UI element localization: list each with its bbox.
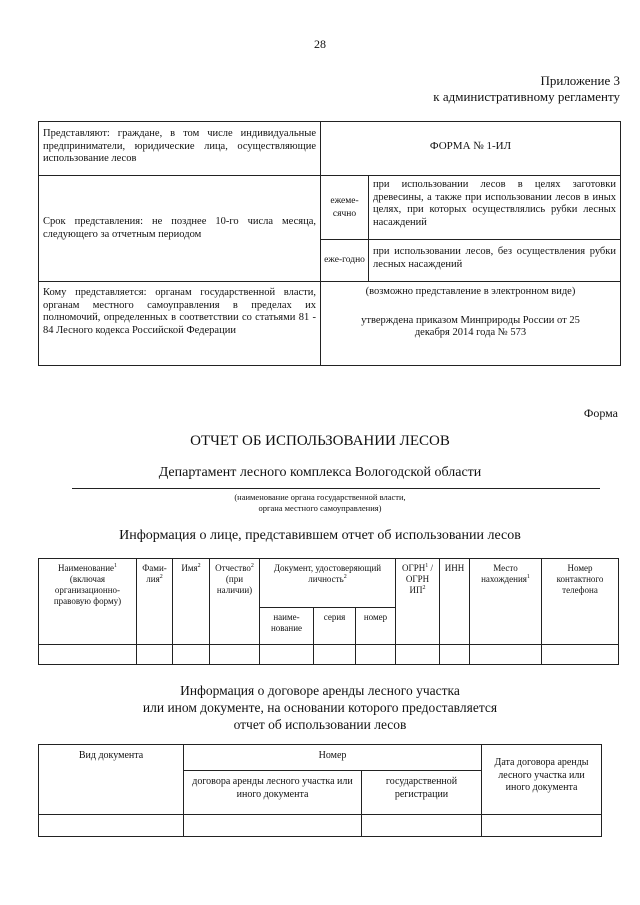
- sub-doc-number-label: номер: [363, 612, 388, 622]
- sub-doc-name-label: наиме-нование: [270, 612, 303, 633]
- col-ogrn-footnote: 1: [425, 563, 429, 569]
- sub-contract-label: договора аренды лесного участка или иного документа: [192, 776, 353, 800]
- table-cell[interactable]: [396, 645, 440, 665]
- monthly-label: ежеме-сячно: [330, 196, 359, 219]
- recipient-cell: [39, 282, 321, 366]
- col-document-footnote: 2: [343, 574, 347, 580]
- col-name-note: (включая организационно-правовую форму): [53, 574, 122, 606]
- col-firstname-footnote: 2: [197, 563, 201, 569]
- col-date-label: Дата договора аренды лесного участка или иного документа: [494, 757, 589, 793]
- monthly-desc-cell: [369, 176, 621, 240]
- table-row: [39, 815, 602, 837]
- col-phone-label: Номер контактного телефона: [556, 563, 604, 595]
- contract-title-line3: отчет об использовании лесов: [233, 717, 407, 732]
- table-cell[interactable]: [210, 645, 260, 665]
- col-location-label: Место нахождения: [481, 563, 527, 584]
- sub-doc-series-label: серия: [323, 612, 346, 622]
- col-patronymic-label: Отчество: [215, 563, 251, 573]
- col-inn-label: ИНН: [444, 563, 465, 573]
- col-surname-header: [137, 559, 173, 645]
- col-document-header: [260, 559, 396, 608]
- col-surname-label: Фами-лия: [142, 563, 167, 584]
- col-patronymic-footnote: 2: [250, 563, 254, 569]
- table-cell[interactable]: [470, 645, 542, 665]
- yearly-label-cell: [321, 240, 369, 282]
- contract-title-line2: или ином документе, на основании которого предоставляется: [142, 700, 498, 715]
- person-section-title: Информация о лице, представившем отчет об использовании лесов: [119, 528, 521, 543]
- col-ogrnip-footnote: 2: [422, 585, 426, 591]
- monthly-label-cell: [321, 176, 369, 240]
- col-surname-footnote: 2: [159, 574, 163, 580]
- sub-doc-series-header: [314, 608, 356, 645]
- yearly-label: еже-годно: [324, 255, 365, 266]
- table-cell[interactable]: [440, 645, 470, 665]
- report-title: ОТЧЕТ ОБ ИСПОЛЬЗОВАНИИ ЛЕСОВ: [190, 433, 450, 449]
- approved-note: утверждена приказом Минприроды России от 25 декабря 2014 года № 573: [361, 314, 580, 338]
- col-firstname-header: [173, 559, 210, 645]
- col-location-footnote: 1: [526, 574, 530, 580]
- sub-contract-header: [184, 771, 362, 815]
- form-label: Форма: [583, 406, 618, 420]
- contract-info-table: [38, 744, 602, 837]
- col-doc-type-header: [39, 745, 184, 815]
- col-number-label: Номер: [318, 750, 347, 761]
- table-cell[interactable]: [184, 815, 362, 837]
- submitters-text: Представляют: граждане, в том числе индивидуальные предприниматели, юридические лица, осуществляющие использование лесов: [43, 128, 316, 164]
- monthly-desc: при использовании лесов в целях заготовки древесины, а также при использовании лесов в иных целях, при которых осуществлялись рубки лесных насаждений: [373, 179, 616, 228]
- col-patronymic-header: [210, 559, 260, 645]
- electronic-approved-cell: [321, 282, 621, 366]
- form-header-table: [38, 121, 621, 366]
- department-underline: [72, 488, 600, 489]
- table-cell[interactable]: [482, 815, 602, 837]
- form-number-cell: [321, 122, 621, 176]
- col-phone-header: [542, 559, 619, 645]
- col-document-label: Документ, удостоверяющий личность: [273, 563, 382, 584]
- table-cell[interactable]: [39, 815, 184, 837]
- page-number: 28: [314, 37, 326, 51]
- electronic-note: (возможно представление в электронном виде): [365, 286, 576, 297]
- table-row: [39, 645, 619, 665]
- contract-title-line1: Информация о договоре аренды лесного участка: [180, 683, 460, 698]
- table-cell[interactable]: [542, 645, 619, 665]
- department-caption: (наименование органа государственной власти, органа местного самоуправления): [234, 492, 406, 513]
- sub-registration-header: [362, 771, 482, 815]
- col-inn-header: [440, 559, 470, 645]
- col-ogrn-label: ОГРН: [402, 563, 426, 573]
- col-firstname-label: Имя: [181, 563, 198, 573]
- appendix-title: Приложение 3: [540, 73, 620, 88]
- table-cell[interactable]: [137, 645, 173, 665]
- col-date-header: [482, 745, 602, 815]
- contract-section-title: [0, 682, 640, 733]
- yearly-desc: при использовании лесов, без осуществления рубки лесных насаждений: [373, 246, 616, 270]
- col-name-footnote: 1: [114, 563, 118, 569]
- col-name-label: Наименование: [57, 563, 115, 573]
- appendix-subtitle: к административному регламенту: [433, 89, 620, 104]
- submitters-cell: [39, 122, 321, 176]
- deadline-cell: [39, 176, 321, 282]
- table-cell[interactable]: [356, 645, 396, 665]
- col-patronymic-note: (при наличии): [216, 574, 253, 595]
- table-cell[interactable]: [362, 815, 482, 837]
- col-ogrn-header: [396, 559, 440, 645]
- department-name: Департамент лесного комплекса Вологодской области: [158, 465, 482, 480]
- yearly-desc-cell: [369, 240, 621, 282]
- recipient-text: Кому представляется: органам государственной власти, органам местного самоуправления в пределах их полномочий, определенных в соответствии со статьями 81 - 84 Лесного кодекса Российской Федерации: [43, 287, 316, 336]
- table-cell[interactable]: [314, 645, 356, 665]
- col-doc-type-label: Вид документа: [78, 750, 144, 761]
- sub-doc-name-header: [260, 608, 314, 645]
- form-number: ФОРМА № 1-ИЛ: [429, 140, 512, 152]
- table-cell[interactable]: [173, 645, 210, 665]
- person-info-table: [38, 558, 619, 665]
- deadline-text: Срок представления: не позднее 10-го числа месяца, следующего за отчетным периодом: [43, 216, 316, 240]
- sub-registration-label: государственной регистрации: [385, 776, 458, 800]
- table-cell[interactable]: [39, 645, 137, 665]
- col-location-header: [470, 559, 542, 645]
- table-cell[interactable]: [260, 645, 314, 665]
- col-ogrnip-label: / ОГРН ИП: [405, 563, 433, 595]
- col-name-header: [39, 559, 137, 645]
- sub-doc-number-header: [356, 608, 396, 645]
- col-number-header: [184, 745, 482, 771]
